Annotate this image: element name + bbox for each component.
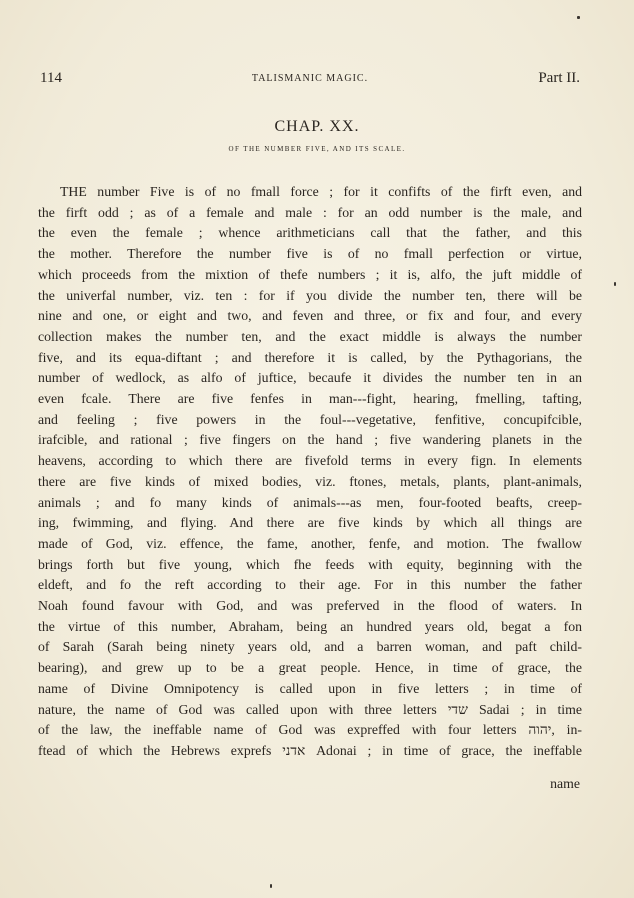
text-line: irafcible, and rational ; five fingers on the hand ; five wandering planets in the	[38, 432, 582, 448]
text-line: collection makes the number ten, and the exact middle is always the number	[38, 328, 582, 344]
text-line: Noah found favour with God, and was preferved in the flood of waters. In	[38, 598, 582, 614]
text-line: the firft odd ; as of a female and male : for an odd number is the male, and	[38, 204, 582, 220]
text-line: nature, the name of God was called upon with three letters שדי Sadai ; in time	[38, 701, 582, 717]
text-line: ftead of which the Hebrews exprefs אדני Adonai ; in time of grace, the ineffable	[38, 742, 582, 758]
text-line: heavens, according to which there are fivefold terms in every fign. In elements	[38, 453, 582, 469]
text-line: and feeling ; five powers in the foul---vegetative, fenfitive, concupifcible,	[38, 411, 582, 427]
chapter-subtitle: OF THE NUMBER FIVE, AND ITS SCALE.	[228, 145, 406, 153]
part-label: Part II.	[538, 70, 580, 86]
text-line: which proceeds from the mixtion of thefe numbers ; it is, alfo, the juft middle of	[38, 266, 582, 282]
running-head	[40, 70, 580, 92]
running-title: TALISMANIC MAGIC.	[251, 73, 369, 84]
ink-speck	[577, 16, 580, 19]
text-line: even fcale. There are five fenfes in man---fight, hearing, fmelling, tafting,	[38, 391, 582, 407]
text-line: the even the female ; whence arithmeticians call that the father, and this	[38, 225, 582, 241]
text-line: the mother. Therefore the number five is of no fmall perfection or virtue,	[38, 246, 582, 262]
ink-speck	[270, 884, 272, 888]
text-line: made of God, viz. effence, the fame, another, fenfe, and motion. The fwallow	[38, 535, 582, 551]
text-line: of the law, the ineffable name of God was expreffed with four letters יהוה, in-	[38, 722, 582, 738]
chapter-title: CHAP. XX.	[274, 118, 360, 135]
page-number: 114	[40, 70, 62, 86]
text-line: the virtue of this number, Abraham, being an hundred years old, begat a fon	[38, 618, 582, 634]
body-text	[38, 182, 582, 762]
ink-speck	[614, 282, 616, 286]
text-line: brings forth but five young, which fhe feeds with equity, beginning with the	[38, 556, 582, 572]
text-line: name of Divine Omnipotency is called upon in five letters ; in time of	[38, 680, 582, 696]
text-line: of Sarah (Sarah being ninety years old, and a barren woman, and paft child-	[38, 639, 582, 655]
text-line: the univerfal number, viz. ten : for if you divide the number ten, there will be	[38, 287, 582, 303]
text-line: number of wedlock, as alfo of juftice, becaufe it divides the number ten in an	[38, 370, 582, 386]
text-line: bearing), and grew up to be a great people. Hence, in time of grace, the	[38, 660, 582, 676]
text-line: there are five kinds of mixed bodies, viz. ftones, metals, plants, plant-animals,	[38, 473, 582, 489]
text-line: eldeft, and fo the reft according to their age. For in this number the father	[38, 577, 582, 593]
text-line: nine and one, or eight and two, and feven and three, or fix and four, and every	[38, 308, 582, 324]
text-line: animals ; and fo many kinds of animals---as men, four-footed beafts, creep-	[38, 494, 582, 510]
text-line: five, and its equa-diftant ; and therefore it is called, by the Pythagorians, the	[38, 349, 582, 365]
text-line: ing, fwimming, and flying. And there are five kinds by which all things are	[38, 515, 582, 531]
text-line: THE number Five is of no fmall force ; for it confifts of the firft even, and	[60, 184, 582, 199]
catchword: name	[550, 776, 580, 791]
